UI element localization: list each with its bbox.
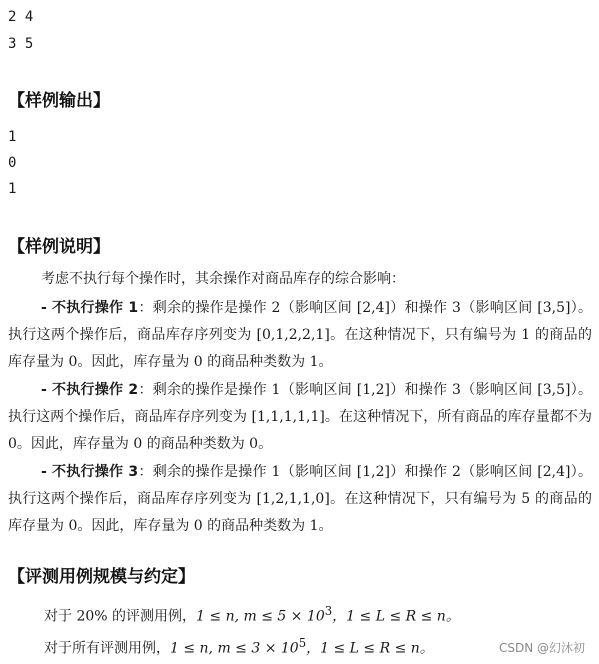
sample-input-line: 2 4	[8, 9, 34, 25]
case-label: - 不执行操作 3	[41, 464, 139, 480]
scale-cond: ，1 ≤ L ≤ R ≤ n。	[332, 608, 460, 625]
output-heading: 【样例输出】	[8, 91, 110, 111]
scale-cond: 1 ≤ n, m ≤ 5 × 10	[196, 608, 325, 625]
scale-cond: ，1 ≤ L ≤ R ≤ n。	[306, 640, 434, 657]
scale-exp: 3	[324, 604, 333, 618]
case-text: ：剩余的操作是操作 1（影响区间 [1,2]）和操作 3（影响区间 [3,5]）。执行这两个操作后，商品库存序列变为 [1,1,1,1,1]。在这种情况下，所有商品的库存量都不为 0。因此，库存量为 0 的商品种类数为 0。	[8, 382, 592, 452]
case-3	[8, 459, 592, 540]
case-1	[8, 295, 592, 376]
scale-line	[44, 633, 434, 659]
case-text: ：剩余的操作是操作 2（影响区间 [2,4]）和操作 3（影响区间 [3,5]）。执行这两个操作后，商品库存序列变为 [0,1,2,2,1]。在这种情况下，只有编号为 1 的商品的库存量为 0。因此，库存量为 0 的商品种类数为 1。	[8, 300, 592, 370]
scale-cond: 1 ≤ n, m ≤ 3 × 10	[170, 640, 299, 657]
case-2	[8, 377, 592, 458]
explain-intro: 考虑不执行每个操作时，其余操作对商品库存的综合影响：	[41, 271, 405, 287]
explain-heading: 【样例说明】	[8, 237, 110, 257]
sample-output-line: 1	[8, 129, 17, 145]
case-text: ：剩余的操作是操作 1（影响区间 [1,2]）和操作 2（影响区间 [2,4]）。执行这两个操作后，商品库存序列变为 [1,2,1,1,0]。在这种情况下，只有编号为 5 的商品的库存量为 0。因此，库存量为 0 的商品种类数为 1。	[8, 464, 592, 534]
scale-prefix: 对于 20% 的评测用例，	[44, 608, 197, 625]
case-label: - 不执行操作 1	[41, 300, 139, 316]
sample-input-line: 3 5	[8, 36, 34, 52]
scale-exp: 5	[298, 636, 307, 650]
scale-heading: 【评测用例规模与约定】	[8, 567, 195, 587]
sample-output-line: 0	[8, 155, 17, 171]
sample-output-line: 1	[8, 181, 17, 197]
watermark: CSDN @幻沐初	[498, 641, 585, 655]
case-label: - 不执行操作 2	[41, 382, 139, 398]
scale-line	[44, 601, 460, 627]
scale-prefix: 对于所有评测用例，	[44, 640, 170, 657]
